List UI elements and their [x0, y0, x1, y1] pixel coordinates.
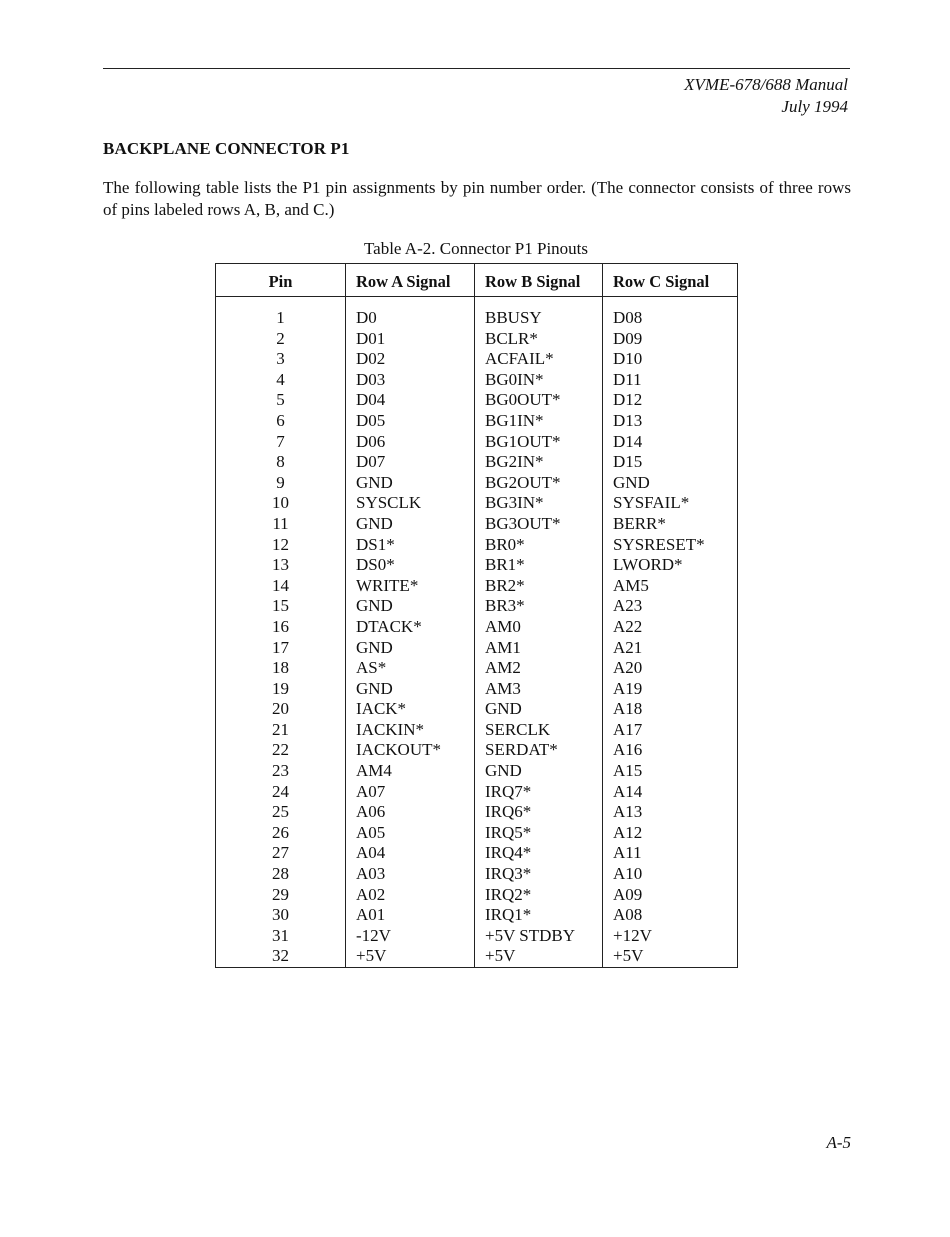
row-a-cell: GND	[356, 472, 393, 492]
row-c-cell: AM5	[613, 575, 649, 595]
row-b-cell: BR3*	[485, 596, 525, 616]
row-c-cells	[603, 308, 737, 967]
row-b-cell: BG0OUT*	[485, 390, 561, 410]
column-header-row-c: Row C Signal	[613, 272, 710, 291]
row-a-cell: IACK*	[356, 699, 407, 719]
row-a-cell: SYSCLK	[356, 493, 422, 513]
row-b-cell: IRQ6*	[485, 802, 532, 822]
row-b-cell: BG1OUT*	[485, 431, 561, 451]
row-a-cell: +5V	[356, 946, 387, 966]
pin-cell: 23	[272, 761, 289, 781]
manual-date: July 1994	[781, 97, 848, 116]
row-b-cell: IRQ1*	[485, 905, 532, 925]
pin-cell: 20	[272, 699, 289, 719]
pin-cell: 10	[272, 493, 289, 513]
row-b-cell: BG2IN*	[485, 452, 544, 472]
pin-cell: 26	[272, 822, 289, 842]
row-b-cell: BG3OUT*	[485, 513, 561, 533]
pin-cell: 28	[272, 864, 289, 884]
row-a-cell: D07	[356, 452, 386, 472]
row-c-cell: A22	[613, 616, 643, 636]
running-header	[684, 74, 848, 118]
row-b-cell: IRQ5*	[485, 822, 532, 842]
row-a-cell: A04	[356, 843, 386, 863]
pin-cell: 15	[272, 596, 289, 616]
row-c-cell: A23	[613, 596, 643, 616]
row-b-cell: BR0*	[485, 534, 525, 554]
row-a-cell: GND	[356, 637, 393, 657]
pin-cell: 2	[276, 328, 285, 348]
row-c-cell: D13	[613, 410, 643, 430]
row-b-cell: SERDAT*	[485, 740, 558, 760]
pin-cell: 14	[272, 575, 289, 595]
pin-cell: 30	[272, 905, 289, 925]
row-b-cell: BG2OUT*	[485, 472, 561, 492]
row-c-cell: A18	[613, 699, 643, 719]
pin-cell: 31	[272, 925, 289, 945]
row-b-cell: BR1*	[485, 555, 525, 575]
row-c-column	[602, 264, 737, 967]
column-header-pin: Pin	[268, 272, 293, 291]
row-c-cell: A08	[613, 905, 643, 925]
row-b-cell: BR2*	[485, 575, 525, 595]
row-a-cell: IACKIN*	[356, 719, 424, 739]
row-b-cell: GND	[485, 761, 522, 781]
row-a-cell: DTACK*	[356, 616, 422, 636]
row-b-column	[474, 264, 603, 967]
table-caption: Table A-2. Connector P1 Pinouts	[363, 239, 589, 258]
row-a-cells	[346, 308, 475, 967]
row-b-cell: BG3IN*	[485, 493, 544, 513]
row-a-cell: DS1*	[356, 534, 395, 554]
row-a-cell: GND	[356, 596, 393, 616]
pin-cells	[216, 308, 345, 967]
row-c-cell: D10	[613, 349, 643, 369]
row-a-cell: -12V	[356, 925, 391, 945]
pin-cell: 13	[272, 555, 289, 575]
row-b-cell: AM1	[485, 637, 521, 657]
row-c-cell: A16	[613, 740, 643, 760]
row-b-cell: SERCLK	[485, 719, 551, 739]
row-b-cell: +5V	[485, 946, 516, 966]
row-b-cell: AM2	[485, 658, 521, 678]
row-a-cell: AS*	[356, 658, 387, 678]
pin-cell: 11	[272, 513, 289, 533]
row-c-cell: D14	[613, 431, 643, 451]
row-b-cell: IRQ3*	[485, 864, 532, 884]
row-a-cell: A03	[356, 864, 386, 884]
row-a-cell: D05	[356, 410, 386, 430]
pin-cell: 18	[272, 658, 289, 678]
pin-cell: 12	[272, 534, 289, 554]
row-c-cell: +12V	[613, 925, 652, 945]
row-c-cell: D09	[613, 328, 643, 348]
row-a-cell: IACKOUT*	[356, 740, 441, 760]
pin-cell: 25	[272, 802, 289, 822]
pin-cell: 8	[276, 452, 285, 472]
row-c-cell: A19	[613, 678, 643, 698]
row-c-cell: A14	[613, 781, 643, 801]
row-c-cell: +5V	[613, 946, 644, 966]
pin-cell: 7	[276, 431, 285, 451]
row-a-cell: GND	[356, 513, 393, 533]
pin-cell: 24	[272, 781, 289, 801]
row-b-cell: IRQ4*	[485, 843, 532, 863]
pin-cell: 6	[276, 410, 285, 430]
row-c-cell: A17	[613, 719, 643, 739]
row-a-cell: D04	[356, 390, 386, 410]
row-a-cell: A06	[356, 802, 386, 822]
pin-cell: 1	[276, 308, 285, 327]
row-a-cell: D03	[356, 369, 386, 389]
row-a-cell: D02	[356, 349, 386, 369]
row-c-cell: A12	[613, 822, 643, 842]
row-a-cell: D06	[356, 431, 386, 451]
row-b-cell: BCLR*	[485, 328, 538, 348]
row-a-cell: A05	[356, 822, 386, 842]
column-header-row-a: Row A Signal	[356, 272, 451, 291]
pin-cell: 21	[272, 719, 289, 739]
row-c-cell: GND	[613, 472, 650, 492]
row-a-cell: D0	[356, 308, 377, 327]
row-c-cell: A10	[613, 864, 643, 884]
row-a-cell: A01	[356, 905, 386, 925]
row-c-cell: LWORD*	[613, 555, 683, 575]
row-a-cell: WRITE*	[356, 575, 419, 595]
pin-cell: 27	[272, 843, 289, 863]
pin-cell: 17	[272, 637, 289, 657]
row-c-cell: A20	[613, 658, 643, 678]
pin-cell: 32	[272, 946, 289, 966]
row-a-cell: A02	[356, 884, 386, 904]
row-b-cell: AM3	[485, 678, 521, 698]
row-b-cell: ACFAIL*	[485, 349, 554, 369]
row-b-cell: BG0IN*	[485, 369, 544, 389]
pin-cell: 4	[276, 369, 285, 389]
pin-cell: 16	[272, 616, 289, 636]
row-c-cell: A13	[613, 802, 643, 822]
pin-cell: 22	[272, 740, 289, 760]
row-c-cell: D15	[613, 452, 643, 472]
row-a-cell: D01	[356, 328, 386, 348]
column-header-row-b: Row B Signal	[485, 272, 581, 291]
row-a-cell: DS0*	[356, 555, 395, 575]
pin-cell: 3	[276, 349, 285, 369]
row-c-cell: BERR*	[613, 513, 666, 533]
intro-paragraph: The following table lists the P1 pin assignments by pin number order. (The connector consists of three rows of pins labeled rows A, B, and C.)	[103, 178, 851, 219]
row-b-cell: IRQ2*	[485, 884, 532, 904]
pin-cell: 5	[276, 390, 285, 410]
row-a-cell: GND	[356, 678, 393, 698]
pin-cell: 9	[276, 472, 285, 492]
pin-column	[216, 264, 345, 967]
row-a-column	[345, 264, 475, 967]
row-c-cell: A09	[613, 884, 643, 904]
header-rule	[103, 68, 850, 69]
row-a-cell: A07	[356, 781, 386, 801]
row-c-cell: D08	[613, 308, 643, 327]
row-c-cell: D12	[613, 390, 643, 410]
row-b-cells	[475, 308, 603, 967]
row-c-cell: SYSFAIL*	[613, 493, 690, 513]
pin-cell: 29	[272, 884, 289, 904]
row-b-cell: GND	[485, 699, 522, 719]
row-b-cell: BBUSY	[485, 308, 542, 327]
row-b-cell: BG1IN*	[485, 410, 544, 430]
row-a-cell: AM4	[356, 761, 392, 781]
row-c-cell: A21	[613, 637, 643, 657]
manual-title: XVME-678/688 Manual	[684, 75, 848, 94]
row-b-cell: +5V STDBY	[485, 925, 576, 945]
row-b-cell: AM0	[485, 616, 521, 636]
row-b-cell: IRQ7*	[485, 781, 532, 801]
row-c-cell: SYSRESET*	[613, 534, 705, 554]
page-number: A-5	[826, 1133, 851, 1152]
pin-cell: 19	[272, 678, 289, 698]
row-c-cell: D11	[613, 369, 642, 389]
pinout-table	[215, 263, 738, 968]
section-heading: BACKPLANE CONNECTOR P1	[103, 139, 350, 158]
row-c-cell: A15	[613, 761, 643, 781]
row-c-cell: A11	[613, 843, 642, 863]
